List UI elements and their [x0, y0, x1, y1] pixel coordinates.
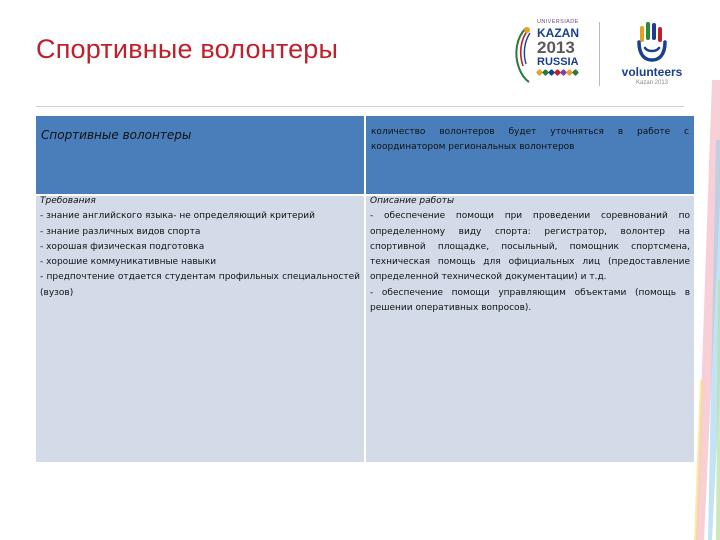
universiade-label: UNIVERSIADE [537, 19, 579, 25]
requirement-item: - предпочтение отдается студентам профильных специальностей (вузов) [40, 272, 360, 298]
info-table [36, 116, 694, 462]
volunteers-word: volunteers [621, 65, 683, 79]
logo-divider [599, 22, 600, 86]
russia-label: RUSSIA [537, 55, 579, 68]
header-left-text: Спортивные волонтеры [41, 128, 192, 142]
requirement-item: - знание различных видов спорта [40, 226, 201, 237]
requirements-text [40, 194, 360, 301]
header-right-text: количество волонтеров будет уточняться в работе с координатором региональных волонтеров [371, 127, 689, 152]
requirements-cell [36, 196, 364, 462]
requirement-item: - знание английского языка- не определяющий критерий [40, 211, 316, 222]
requirements-heading: Требования [40, 196, 96, 206]
requirement-item: - хорошая физическая подготовка [40, 241, 205, 252]
job-description-heading: Описание работы [370, 196, 455, 206]
hand-icon [630, 20, 674, 64]
color-marks [537, 70, 579, 75]
kazan-label: KAZAN [537, 25, 579, 40]
slide-title: Спортивные волонтеры [36, 34, 339, 64]
year-label: 2013 [537, 37, 575, 57]
volunteers-logo [612, 20, 692, 92]
decorative-stripes [690, 80, 720, 540]
header-rule [36, 106, 684, 107]
job-description-item: - обеспечение помощи при проведении соревнований по определенному виду спорта: регистратор, волонтер на спортивной площадке, посыльный, помощник спортсмена, техническая помощь для официальных лиц (предоставление определенной технической документации) и т.д. [370, 211, 690, 283]
job-description-item: - обеспечение помощи управляющим объектами (помощь в решении оперативных вопросов). [370, 287, 690, 314]
job-description-text [370, 194, 690, 316]
job-description-cell [366, 196, 694, 462]
universiade-kazan-2013-logo [510, 18, 590, 88]
requirement-item: - хорошие коммуникативные навыки [40, 257, 217, 268]
universiade-emblem-icon [510, 24, 534, 84]
volunteers-sub: Kazan 2013 [635, 80, 669, 86]
